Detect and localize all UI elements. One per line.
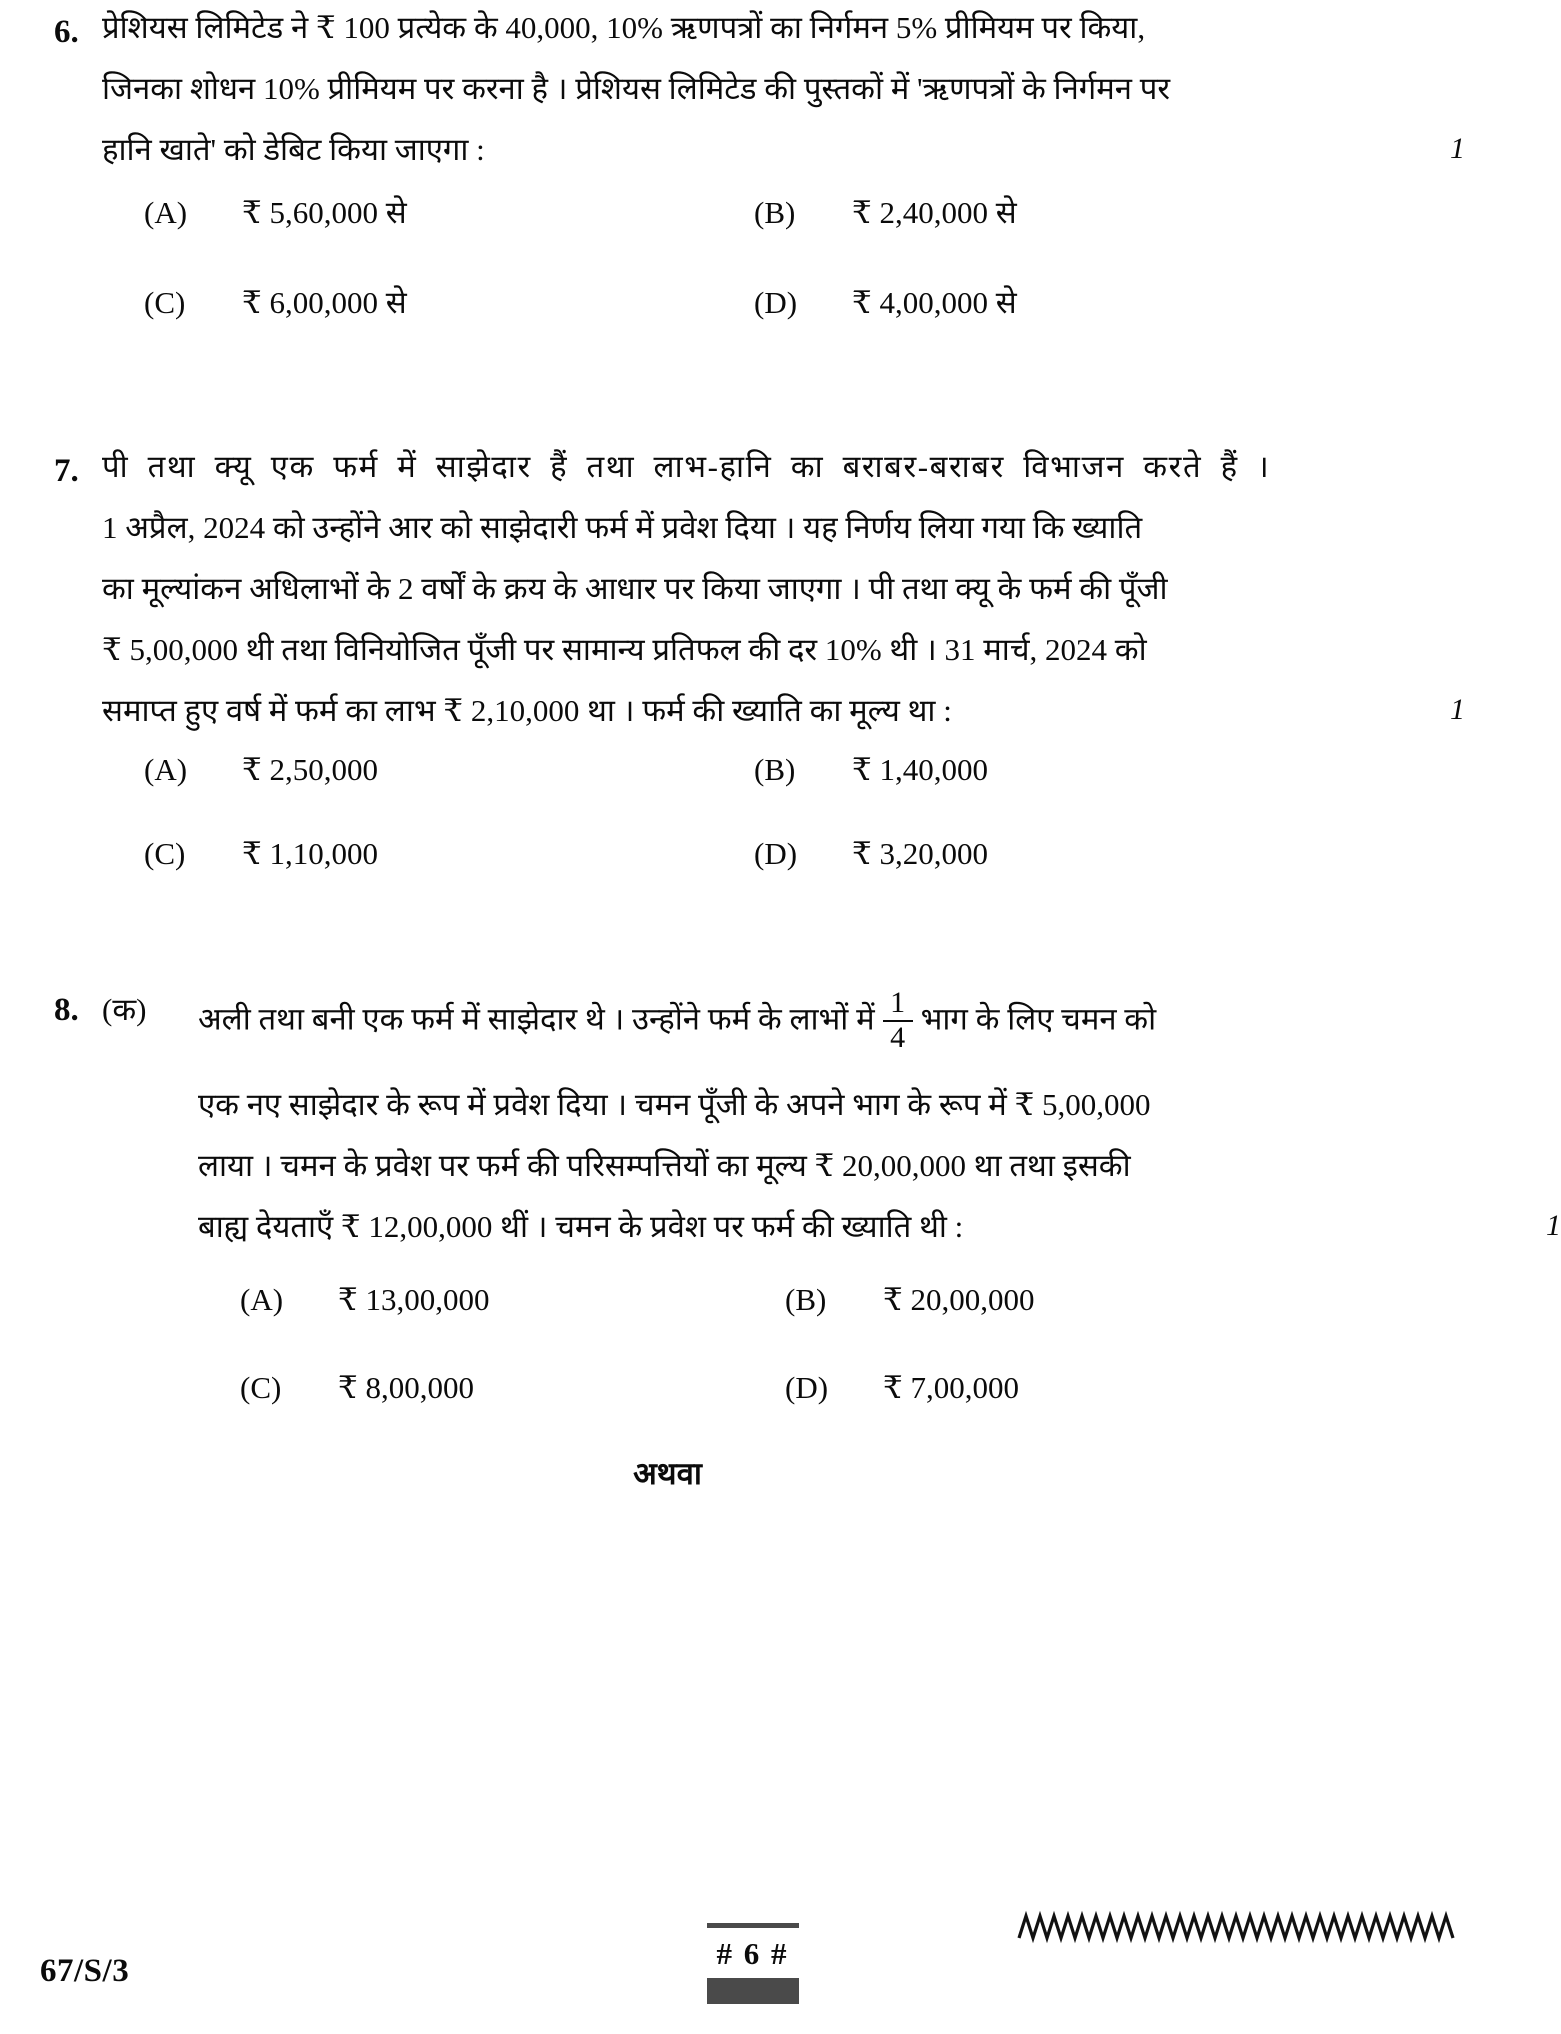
option-label: (C) [240, 1370, 282, 1406]
question-7-option-a[interactable] [144, 752, 754, 788]
question-8-option-b[interactable] [785, 1282, 1034, 1318]
question-6 [40, 0, 1465, 323]
page-marker: # 6 # [716, 1936, 789, 1971]
question-7-line-1 [102, 451, 1465, 482]
question-6-line-3-text: हानि खाते' को डेबिट किया जाएगा : [102, 132, 485, 167]
option-label: (B) [754, 752, 796, 787]
question-8-marks: 1 [1546, 1209, 1561, 1243]
question-7-body [102, 451, 1465, 726]
question-8-line-1-after: भाग के लिए चमन को [920, 1001, 1157, 1037]
question-6-number: 6. [54, 14, 79, 50]
question-6-options [102, 191, 1465, 323]
question-8 [40, 986, 1561, 1494]
option-label: (C) [144, 285, 186, 320]
footer-rule [707, 1923, 799, 1928]
question-7-option-row-2 [144, 836, 1465, 872]
question-6-line-1: प्रेशियस लिमिटेड ने ₹ 100 प्रत्येक के 40,000, 10% ऋणपत्रों का निर्गमन 5% प्रीमियम पर किया, [102, 10, 1146, 45]
option-text: ₹ 6,00,000 से [242, 285, 407, 320]
question-7-option-row-1 [144, 752, 1465, 788]
question-gap-7-8 [40, 872, 1465, 990]
paper-code: 67/S/3 [40, 1953, 130, 1989]
question-6-marks: 1 [1450, 132, 1465, 165]
footer-bar [707, 1978, 799, 2004]
page-footer [40, 1910, 1465, 2000]
question-8-line-3: लाया । चमन के प्रवेश पर फर्म की परिसम्पत्तियों का मूल्य ₹ 20,00,000 था तथा इसकी [198, 1148, 1131, 1184]
option-label: (D) [785, 1370, 829, 1406]
question-7-option-c[interactable] [144, 836, 754, 872]
option-text: ₹ 8,00,000 [338, 1370, 474, 1406]
question-6-option-row-1 [144, 191, 1465, 233]
question-7-marks: 1 [1450, 693, 1465, 726]
question-7-line-5 [102, 695, 1465, 726]
question-6-line-2: जिनका शोधन 10% प्रीमियम पर करना है । प्रेशियस लिमिटेड की पुस्तकों में 'ऋणपत्रों के निर्गमन पर [102, 71, 1171, 106]
option-label: (D) [754, 836, 798, 871]
option-text: ₹ 1,10,000 [242, 836, 378, 871]
question-7-line-3: का मूल्यांकन अधिलाभों के 2 वर्षों के क्रय के आधार पर किया जाएगा । पी तथा क्यू के फर्म की पूँजी [102, 571, 1168, 606]
question-6-option-d[interactable] [754, 281, 1017, 323]
question-8-option-row-2 [240, 1370, 1465, 1406]
question-6-option-row-2 [144, 281, 1465, 323]
option-text: ₹ 20,00,000 [883, 1282, 1035, 1318]
fraction-denominator: 4 [890, 1020, 906, 1054]
question-7-option-d[interactable] [754, 836, 988, 872]
question-6-option-b[interactable] [754, 191, 1017, 233]
option-text: ₹ 3,20,000 [852, 836, 988, 871]
option-text: ₹ 13,00,000 [338, 1282, 490, 1318]
option-label: (A) [240, 1282, 284, 1318]
option-text: ₹ 1,40,000 [852, 752, 988, 787]
question-8-body [198, 986, 1561, 1245]
page-number-block [678, 1923, 828, 2004]
question-6-line-3 [102, 134, 1465, 165]
question-7-line-4: ₹ 5,00,000 थी तथा विनियोजित पूँजी पर सामान्य प्रतिफल की दर 10% थी । 31 मार्च, 2024 को [102, 632, 1147, 667]
question-7-number: 7. [54, 453, 79, 489]
question-8-line-4 [198, 1209, 1561, 1245]
question-7-line-5-text: समाप्त हुए वर्ष में फर्म का लाभ ₹ 2,10,000 था । फर्म की ख्याति का मूल्य था : [102, 693, 952, 728]
question-7-line-1-text: पी तथा क्यू एक फर्म में साझेदार हैं तथा लाभ-हानि का बराबर-बराबर विभाजन करते हैं । [102, 449, 1271, 484]
question-8-line-1 [198, 986, 1465, 1055]
question-7 [40, 451, 1465, 872]
option-text: ₹ 2,50,000 [242, 752, 378, 787]
question-8-line-1-before: अली तथा बनी एक फर्म में साझेदार थे । उन्होंने फर्म के लाभों में [198, 1001, 875, 1037]
option-label: (B) [754, 195, 796, 230]
question-7-line-2: 1 अप्रैल, 2024 को उन्होंने आर को साझेदारी फर्म में प्रवेश दिया । यह निर्णय लिया गया कि ख्याति [102, 510, 1143, 545]
question-gap-6-7 [40, 323, 1465, 451]
question-7-option-b[interactable] [754, 752, 988, 788]
question-8-option-c[interactable] [240, 1370, 785, 1406]
option-text: ₹ 5,60,000 से [242, 195, 407, 230]
question-8-option-row-1 [240, 1282, 1465, 1318]
question-8-line-2: एक नए साझेदार के रूप में प्रवेश दिया । चमन पूँजी के अपने भाग के रूप में ₹ 5,00,000 [198, 1087, 1151, 1123]
option-label: (A) [144, 195, 188, 230]
question-6-option-c[interactable] [144, 281, 754, 323]
question-8-line-4-text: बाह्य देयताएँ ₹ 12,00,000 थीं । चमन के प्रवेश पर फर्म की ख्याति थी : [198, 1209, 964, 1245]
question-7-options [102, 752, 1465, 872]
question-6-body [102, 12, 1465, 165]
option-text: ₹ 7,00,000 [883, 1370, 1019, 1406]
question-8-options [198, 1282, 1465, 1406]
fraction-numerator: 1 [890, 986, 906, 1019]
question-8-option-d[interactable] [785, 1370, 1019, 1406]
question-6-option-a[interactable] [144, 191, 754, 233]
or-divider: अथवा [633, 1456, 702, 1492]
option-label: (A) [144, 752, 188, 787]
option-text: ₹ 4,00,000 से [852, 285, 1017, 320]
question-8-part-label: (क) [102, 992, 147, 1027]
question-8-option-a[interactable] [240, 1282, 785, 1318]
zigzag-decoration [1019, 1908, 1459, 1948]
option-text: ₹ 2,40,000 से [852, 195, 1017, 230]
question-8-number: 8. [54, 992, 79, 1028]
option-label: (B) [785, 1282, 827, 1318]
fraction-one-quarter [883, 988, 913, 1053]
option-label: (C) [144, 836, 186, 871]
option-label: (D) [754, 285, 798, 320]
